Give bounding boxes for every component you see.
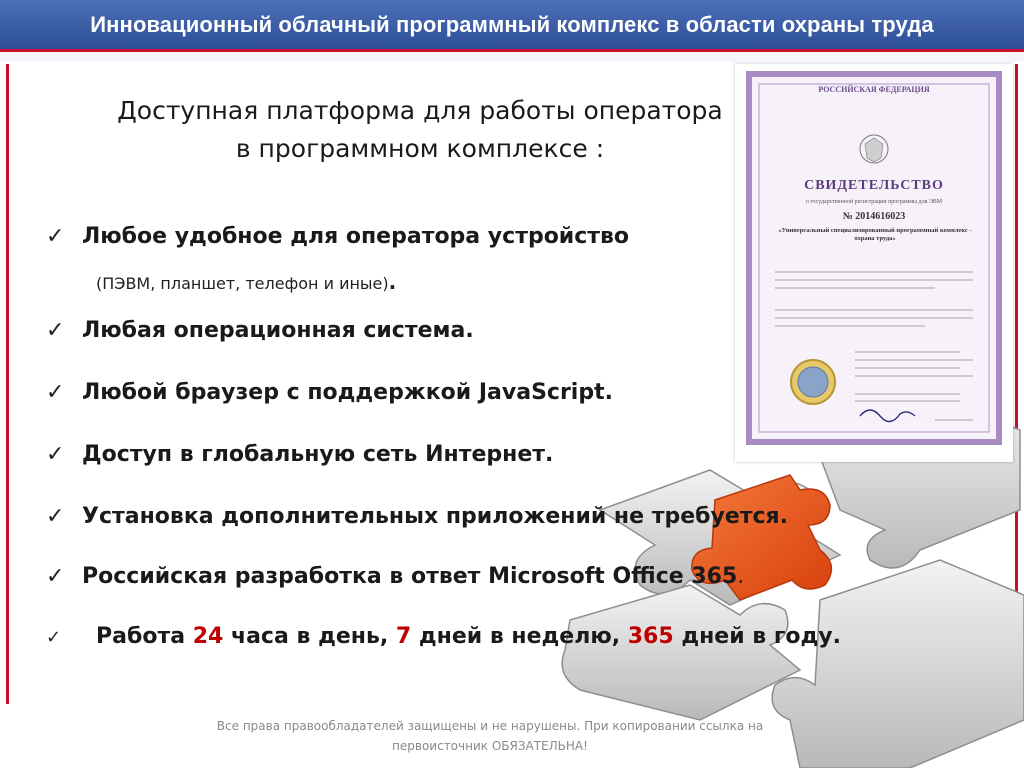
checkmark-icon: ✓: [46, 627, 62, 648]
list-item: [46, 504, 788, 529]
list-item: [46, 624, 841, 649]
list-item-text: Любая операционная система.: [82, 318, 474, 343]
certificate-program-name: «Универсальный специализированный программный комплекс - охрана труда»: [778, 227, 972, 242]
list-item: [46, 564, 744, 589]
list-item-suffix: .: [737, 564, 745, 589]
text-part: часа в день,: [223, 624, 396, 649]
footer-line-2: первоисточник ОБЯЗАТЕЛЬНА!: [392, 739, 588, 753]
list-item: [46, 380, 613, 405]
heading-line-2: в программном комплексе :: [235, 134, 605, 163]
device-note-text: (ПЭВМ, планшет, телефон и иные): [96, 274, 389, 293]
list-item-text: Доступ в глобальную сеть Интернет.: [82, 442, 554, 467]
text-part: Работа: [96, 624, 193, 649]
device-note-period: .: [388, 270, 397, 294]
list-item: [46, 442, 553, 467]
list-item-text: Российская разработка в ответ Microsoft Office 365: [82, 564, 738, 589]
checkmark-icon: ✓: [46, 380, 65, 405]
certificate-title: СВИДЕТЕЛЬСТВО: [804, 178, 944, 193]
certificate-country: РОССИЙСКАЯ ФЕДЕРАЦИЯ: [818, 85, 930, 94]
checkmark-icon: ✓: [46, 564, 65, 589]
days-value: 7: [395, 624, 412, 649]
checkmark-icon: ✓: [46, 318, 65, 343]
hours-value: 24: [192, 624, 224, 649]
certificate-number: № 2014616023: [842, 211, 906, 222]
checkmark-icon: ✓: [46, 442, 65, 467]
slide-title: Инновационный облачный программный комплекс в области охраны труда: [90, 12, 934, 37]
list-item-text: Любое удобное для оператора устройство: [82, 224, 630, 249]
list-item-text: Установка дополнительных приложений не требуется.: [82, 504, 789, 529]
list-item-text: Любой браузер с поддержкой JavaScript.: [82, 380, 613, 405]
checkmark-icon: ✓: [46, 504, 65, 529]
list-item: [46, 318, 474, 343]
year-days-value: 365: [627, 624, 674, 649]
copyright-footer: [150, 716, 830, 756]
list-item: [46, 224, 629, 249]
list-item-text: [96, 624, 841, 649]
text-part: дней в году.: [673, 624, 841, 649]
text-part: дней в неделю,: [411, 624, 628, 649]
certificate-subtitle: о государственной регистрации программы для ЭВМ: [805, 199, 943, 205]
checkmark-icon: ✓: [46, 224, 65, 249]
footer-line-1: Все права правообладателей защищены и не нарушены. При копировании ссылка на: [216, 719, 764, 733]
device-note: [96, 270, 396, 294]
heading-line-1: Доступная платформа для работы оператора: [117, 96, 723, 125]
